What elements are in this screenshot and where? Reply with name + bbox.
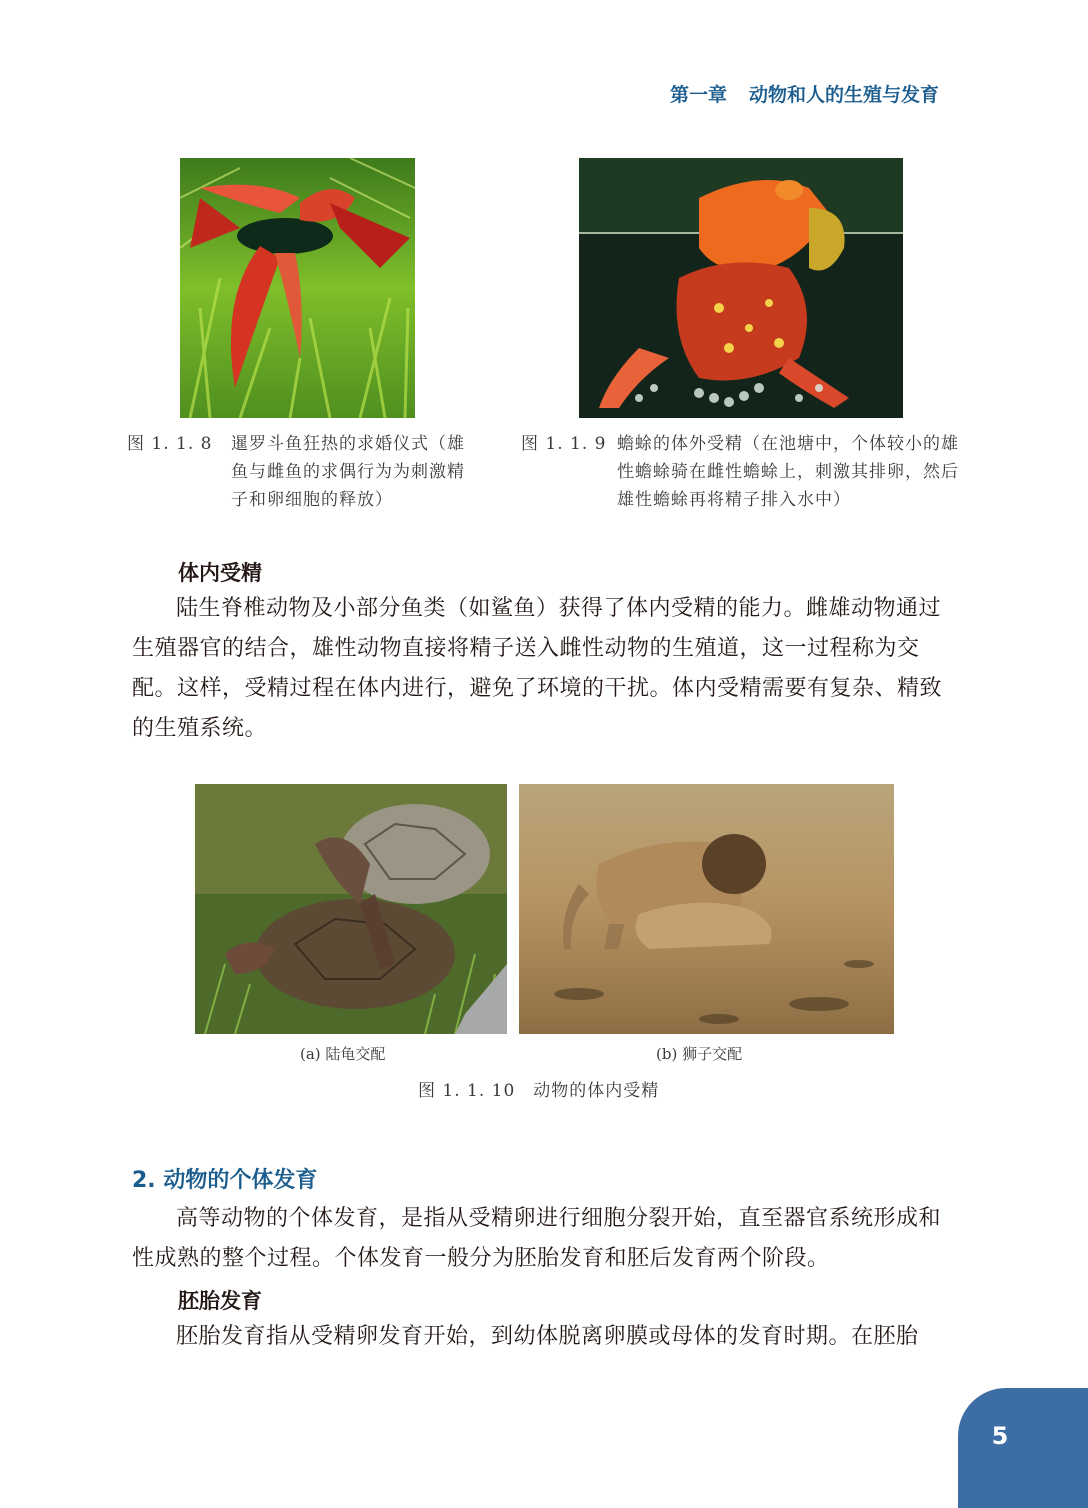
subsection-heading: 体内受精 <box>178 561 262 585</box>
body-paragraph: 高等动物的个体发育，是指从受精卵进行细胞分裂开始，直至器官系统形成和性成熟的整个过程。个体发育一般分为胚胎发育和胚后发育两个阶段。 <box>132 1206 942 1271</box>
chapter-label: 第一章 <box>670 84 728 106</box>
betta-fish-photo <box>180 158 415 418</box>
lion-photo <box>519 784 894 1034</box>
figure-1-1-8-caption <box>127 430 477 520</box>
subcaption-a: (a) 陆龟交配 <box>300 1045 386 1063</box>
figure-number: 图 1. 1. 8 <box>127 434 213 454</box>
subsection-heading: 胚胎发育 <box>178 1289 262 1313</box>
chapter-title: 动物和人的生殖与发育 <box>749 84 940 106</box>
figure-1-1-10-title <box>418 1076 659 1101</box>
toad-photo <box>579 158 903 418</box>
page-number-tab <box>958 1388 1088 1508</box>
figure-caption-text: 暹罗斗鱼狂热的求婚仪式（雄鱼与雌鱼的求偶行为为刺激精子和卵细胞的释放） <box>231 434 465 510</box>
figure-number: 图 1. 1. 9 <box>521 434 607 454</box>
figure-number: 图 1. 1. 10 <box>418 1081 516 1101</box>
figure-caption-text: 蟾蜍的体外受精（在池塘中，个体较小的雄性蟾蜍骑在雌性蟾蜍上，刺激其排卵，然后雄性蟾蜍再将精子排入水中） <box>617 434 959 510</box>
subcaption-b: (b) 狮子交配 <box>656 1045 743 1063</box>
section-heading: 2. 动物的个体发育 <box>132 1168 318 1193</box>
body-paragraph: 胚胎发育指从受精卵发育开始，到幼体脱离卵膜或母体的发育时期。在胚胎 <box>176 1324 919 1349</box>
running-header <box>670 80 970 107</box>
body-paragraph: 陆生脊椎动物及小部分鱼类（如鲨鱼）获得了体内受精的能力。雌雄动物通过生殖器官的结合，雄性动物直接将精子送入雌性动物的生殖道，这一过程称为交配。这样，受精过程在体内进行，避免了环境的干扰。体内受精需要有复杂、精致的生殖系统。 <box>132 596 943 741</box>
page-number: 5 <box>991 1422 1009 1450</box>
tortoise-photo <box>195 784 507 1034</box>
figure-title-text: 动物的体内受精 <box>533 1081 660 1101</box>
figure-1-1-9-caption <box>521 430 971 520</box>
